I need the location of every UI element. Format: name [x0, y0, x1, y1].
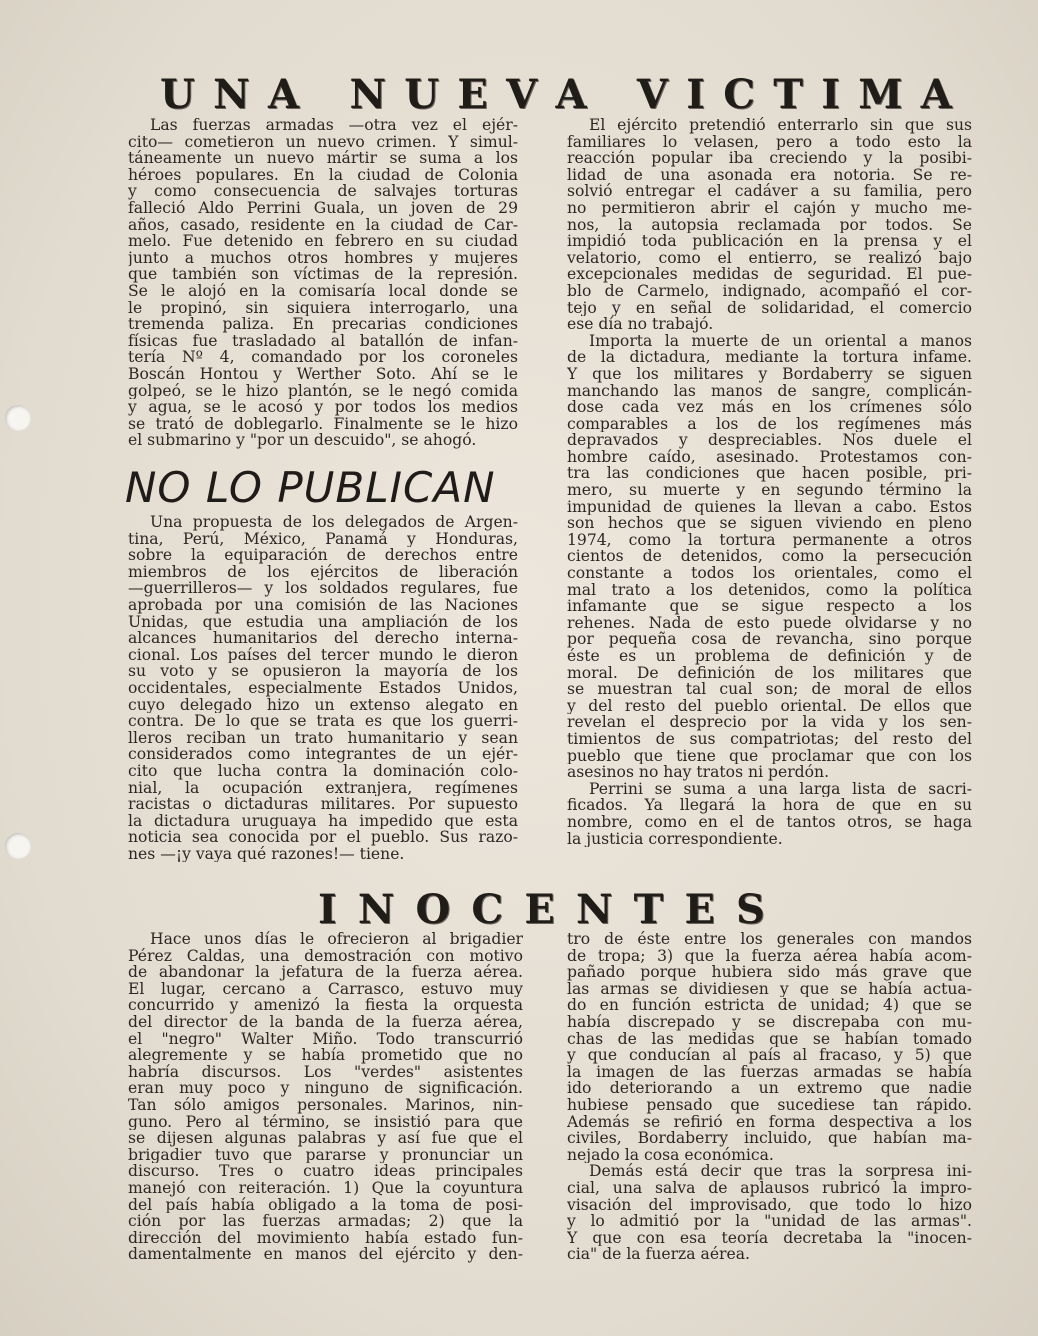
punch-hole-upper [5, 405, 31, 431]
text-line: timientos de sus compatriotas; del resto del [567, 730, 972, 748]
text-line: cional. Los países del tercer mundo le dieron [128, 646, 518, 664]
text-line: táneamente un nuevo mártir se suma a los [128, 150, 518, 167]
text-line: eran muy poco y ninguno de significación. [128, 1080, 523, 1097]
text-line: Pérez Caldas, una demostración con motivo [128, 947, 523, 965]
text-line: discurso. Tres o cuatro ideas principales [128, 1163, 523, 1180]
text-line: tina, Perú, México, Panamá y Honduras, [128, 530, 518, 548]
text-line: Hace unos días le ofrecieron al brigadier [150, 931, 523, 948]
text-line: miembros de los ejércitos de liberación [128, 563, 518, 581]
text-line: Importa la muerte de un oriental a manos [589, 332, 972, 350]
text-line: impunidad de quienes la llevan a cabo. Estos [567, 498, 972, 516]
text-line: moral. De definición de los militares que [567, 664, 972, 682]
text-line: El lugar, cercano a Carrasco, estuvo muy [128, 980, 523, 998]
text-line: guno. Pero al término, se insistió para que [128, 1113, 523, 1131]
text-line: nos, la autopsia reclamada por todos. Se [567, 216, 972, 234]
text-line: cuyo delegado hizo un extenso alegato en [128, 696, 518, 714]
text-line: familiares lo velasen, pero a todo esto la [567, 133, 972, 151]
text-line: damentalmente en manos del ejército y den- [128, 1246, 523, 1263]
text-line: por pequeña cosa de revancha, sino porque [567, 631, 972, 648]
text-line: solvió entregar el cadáver a su familia, pero [567, 183, 972, 200]
text-line: velatorio, como el entierro, se realizó bajo [567, 249, 972, 267]
text-line: manejó con reiteración. 1) Que la coyuntura [128, 1179, 523, 1197]
text-line: alegremente y se había prometido que no [128, 1047, 523, 1064]
text-line: racistas o dictaduras militares. Por supuesto [128, 796, 518, 813]
text-line: tremenda paliza. En precarias condiciones [128, 316, 518, 333]
text-line: y que conducían al país al fracaso, y 5) que [567, 1047, 972, 1064]
text-line: visación del improvisado, que todo lo hizo [567, 1196, 972, 1214]
text-line: rehenes. Nada de esto puede olvidarse y no [567, 614, 972, 632]
text-line: chas de las medidas que se habían tomado [567, 1030, 972, 1048]
text-line: noticia sea conocida por el pueblo. Sus razo- [128, 829, 518, 846]
text-line: sobre la equiparación de derechos entre [128, 547, 518, 564]
text-line: el "negro" Walter Miño. Todo transcurrió [128, 1030, 523, 1048]
text-line: la dictadura uruguaya ha impedido que esta [128, 812, 518, 830]
text-line: no permitieron abrir el cajón y mucho me- [567, 199, 972, 217]
text-line: Tan sólo amigos personales. Marinos, nin- [128, 1096, 523, 1114]
article1-column-left [128, 117, 518, 449]
text-line: nombre, como en el de tantos otros, se haga [567, 813, 972, 831]
text-line: éste es un problema de definición y de [567, 648, 972, 665]
text-line: Se le alojó en la comisaría local donde se [128, 282, 518, 300]
article1-column-right [567, 117, 972, 847]
text-line: Y que los militares y Bordaberry se siguen [567, 365, 972, 383]
text-line: ese día no trabajó. [567, 316, 714, 333]
text-line: nes —¡y vaya qué razones!— tiene. [128, 845, 405, 863]
text-line: que también son víctimas de la represión. [128, 266, 518, 283]
text-line: había discrepado y se discrepaba con mu- [567, 1013, 972, 1031]
text-line: aprobada por una comisión de las Naciones [128, 596, 518, 614]
text-line: ficados. Ya llegará la hora de que en su [567, 797, 972, 814]
text-line: Boscán Hontou y Werther Soto. Ahí se le [128, 365, 518, 383]
text-line: son hechos que se siguen viviendo en pleno [567, 515, 972, 532]
text-line: tería Nº 4, comandado por los coroneles [128, 349, 518, 366]
text-line: cientos de detenidos, como la persecución [567, 548, 972, 566]
text-line: Unidas, que estudia una ampliación de los [128, 613, 518, 631]
text-line: do en función estricta de unidad; 4) que se [567, 997, 972, 1014]
headline-no-lo-publican: NO LO PUBLICAN [125, 463, 496, 512]
text-line: tejo y en señal de solidaridad, el comercio [567, 299, 972, 317]
text-line: Demás está decir que tras la sorpresa ini- [589, 1163, 972, 1180]
text-line: comparables a los de los regímenes más [567, 415, 972, 433]
text-line: civiles, Bordaberry incluido, que habían ma- [567, 1130, 972, 1147]
text-line: constante a todos los orientales, como el [567, 565, 972, 582]
text-line: lleros reciban un trato humanitario y sean [128, 729, 518, 747]
text-line: y lo admitió por la "unidad de las armas". [567, 1213, 972, 1230]
text-line: de tropa; 3) que la fuerza aérea había acom- [567, 947, 972, 965]
text-line: ido deteriorando a un extremo que nadie [567, 1080, 972, 1097]
text-line: brigadier tuvo que pararse y pronunciar un [128, 1146, 523, 1164]
text-line: golpeó, se le hizo plantón, se le negó comida [128, 382, 518, 400]
text-line: reacción popular iba creciendo y la posibi- [567, 150, 972, 167]
text-line: el submarino y "por un descuido", se ahogó. [128, 432, 477, 449]
text-line: la justicia correspondiente. [567, 830, 783, 848]
text-line: mero, su muerte y en segundo término la [567, 482, 972, 499]
text-line: asesinos no hay tratos ni perdón. [567, 764, 830, 781]
text-line: se muestran tal cual son; de moral de ellos [567, 681, 972, 698]
text-line: tra las condiciones que hacen posible, pri- [567, 465, 972, 483]
text-line: la imagen de las fuerzas armadas se había [567, 1063, 972, 1081]
text-line: cito— cometieron un nuevo crimen. Y simul- [128, 133, 518, 151]
text-line: y agua, se le acosó y por todos los medios [128, 399, 518, 416]
text-line: falleció Aldo Perrini Guala, un joven de 29 [128, 199, 518, 217]
text-line: —guerrilleros— y los soldados regulares, fue [128, 580, 518, 597]
article3-column-left [128, 931, 523, 1263]
text-line: Una propuesta de los delegados de Argen- [150, 514, 518, 531]
text-line: su voto y se opusieron la mayoría de los [128, 663, 518, 680]
text-line: El ejército pretendió enterrarlo sin que sus [589, 117, 972, 134]
text-line: se dijesen algunas palabras y así fue que el [128, 1130, 523, 1147]
text-line: revelan el desprecio por la vida y los sen- [567, 714, 972, 731]
text-line: y como consecuencia de salvajes torturas [128, 183, 518, 200]
text-line: pañado porque hubiera sido más grave que [567, 964, 972, 981]
text-line: ción por las fuerzas armadas; 2) que la [128, 1213, 523, 1230]
text-line: Las fuerzas armadas —otra vez el ejér- [150, 117, 518, 134]
text-line: del director de la banda de la fuerza aérea, [128, 1013, 523, 1031]
article3-column-right [567, 931, 972, 1263]
text-line: nejado la cosa económica. [567, 1146, 774, 1164]
text-line: cito que lucha contra la dominación colo- [128, 762, 518, 780]
text-line: pueblo que tiene que proclamar que con los [567, 747, 972, 765]
text-line: melo. Fue detenido en febrero en su ciudad [128, 233, 518, 250]
text-line: impidió toda publicación en la prensa y el [567, 233, 972, 250]
text-line: lidad de una asonada era notoria. Se re- [567, 166, 972, 184]
text-line: y del resto del pueblo oriental. De ellos que [567, 697, 972, 715]
text-line: contra. De lo que se trata es que los guerri- [128, 713, 518, 730]
text-line: se trató de doblegarlo. Finalmente se le hizo [128, 415, 518, 433]
text-line: concurrido y amenizó la fiesta la orquesta [128, 997, 523, 1014]
text-line: dirección del movimiento había estado fun- [128, 1229, 523, 1247]
text-line: años, casado, residente en la ciudad de Car- [128, 216, 518, 234]
text-line: habría discursos. Los "verdes" asistentes [128, 1063, 523, 1081]
text-line: 1974, como la tortura permanente a otros [567, 531, 972, 549]
text-line: junto a muchos otros hombres y mujeres [128, 249, 518, 267]
text-line: cia" de la fuerza aérea. [567, 1246, 750, 1263]
text-line: mal trato a los detenidos, como la política [567, 581, 972, 599]
punch-hole-lower [5, 833, 31, 859]
text-line: Perrini se suma a una larga lista de sacri- [589, 780, 972, 798]
text-line: Además se refirió en forma despectiva a los [567, 1113, 972, 1131]
text-line: tro de éste entre los generales con mandos [567, 931, 972, 948]
text-line: hubiese pensado que sucediese tan rápido. [567, 1096, 972, 1114]
text-line: dose cada vez más en los crímenes sólo [567, 399, 972, 416]
text-line: de la dictadura, mediante la tortura infame. [567, 349, 972, 366]
text-line: cial, una salva de aplausos rubricó la impro- [567, 1179, 972, 1197]
article2-body [128, 514, 518, 862]
text-line: considerados como integrantes de un ejér- [128, 746, 518, 763]
text-line: infamante que se sigue respecto a los [567, 598, 972, 615]
text-line: hombre caído, asesinado. Protestamos con- [567, 448, 972, 466]
text-line: del país había obligado a la toma de posi- [128, 1196, 523, 1214]
text-line: héroes populares. En la ciudad de Colonia [128, 166, 518, 184]
text-line: Y que con esa teoría decretaba la "inocen- [567, 1229, 972, 1247]
text-line: de abandonar la jefatura de la fuerza aérea. [128, 964, 523, 981]
text-line: occidentales, especialmente Estados Unidos, [128, 679, 518, 697]
headline-inocentes: I N O C E N T E S [318, 886, 773, 933]
text-line: depravados y despreciables. Nos duele el [567, 432, 972, 449]
text-line: alcances humanitarios del derecho interna- [128, 630, 518, 647]
text-line: manchando las manos de sangre, complicán- [567, 382, 972, 400]
headline-una-nueva-victima: U N A N U E V A V I C T I M A [160, 71, 960, 118]
text-line: le propinó, sin siquiera interrogarlo, una [128, 299, 518, 317]
text-line: blo de Carmelo, indignado, acompañó el cor- [567, 282, 972, 300]
text-line: físicas fue trasladado al batallón de infan- [128, 332, 518, 350]
text-line: las armas se dividiesen y que se había actua- [567, 980, 972, 998]
text-line: nial, la ocupación extranjera, regímenes [128, 779, 518, 797]
text-line: excepcionales medidas de seguridad. El pue- [567, 266, 972, 283]
